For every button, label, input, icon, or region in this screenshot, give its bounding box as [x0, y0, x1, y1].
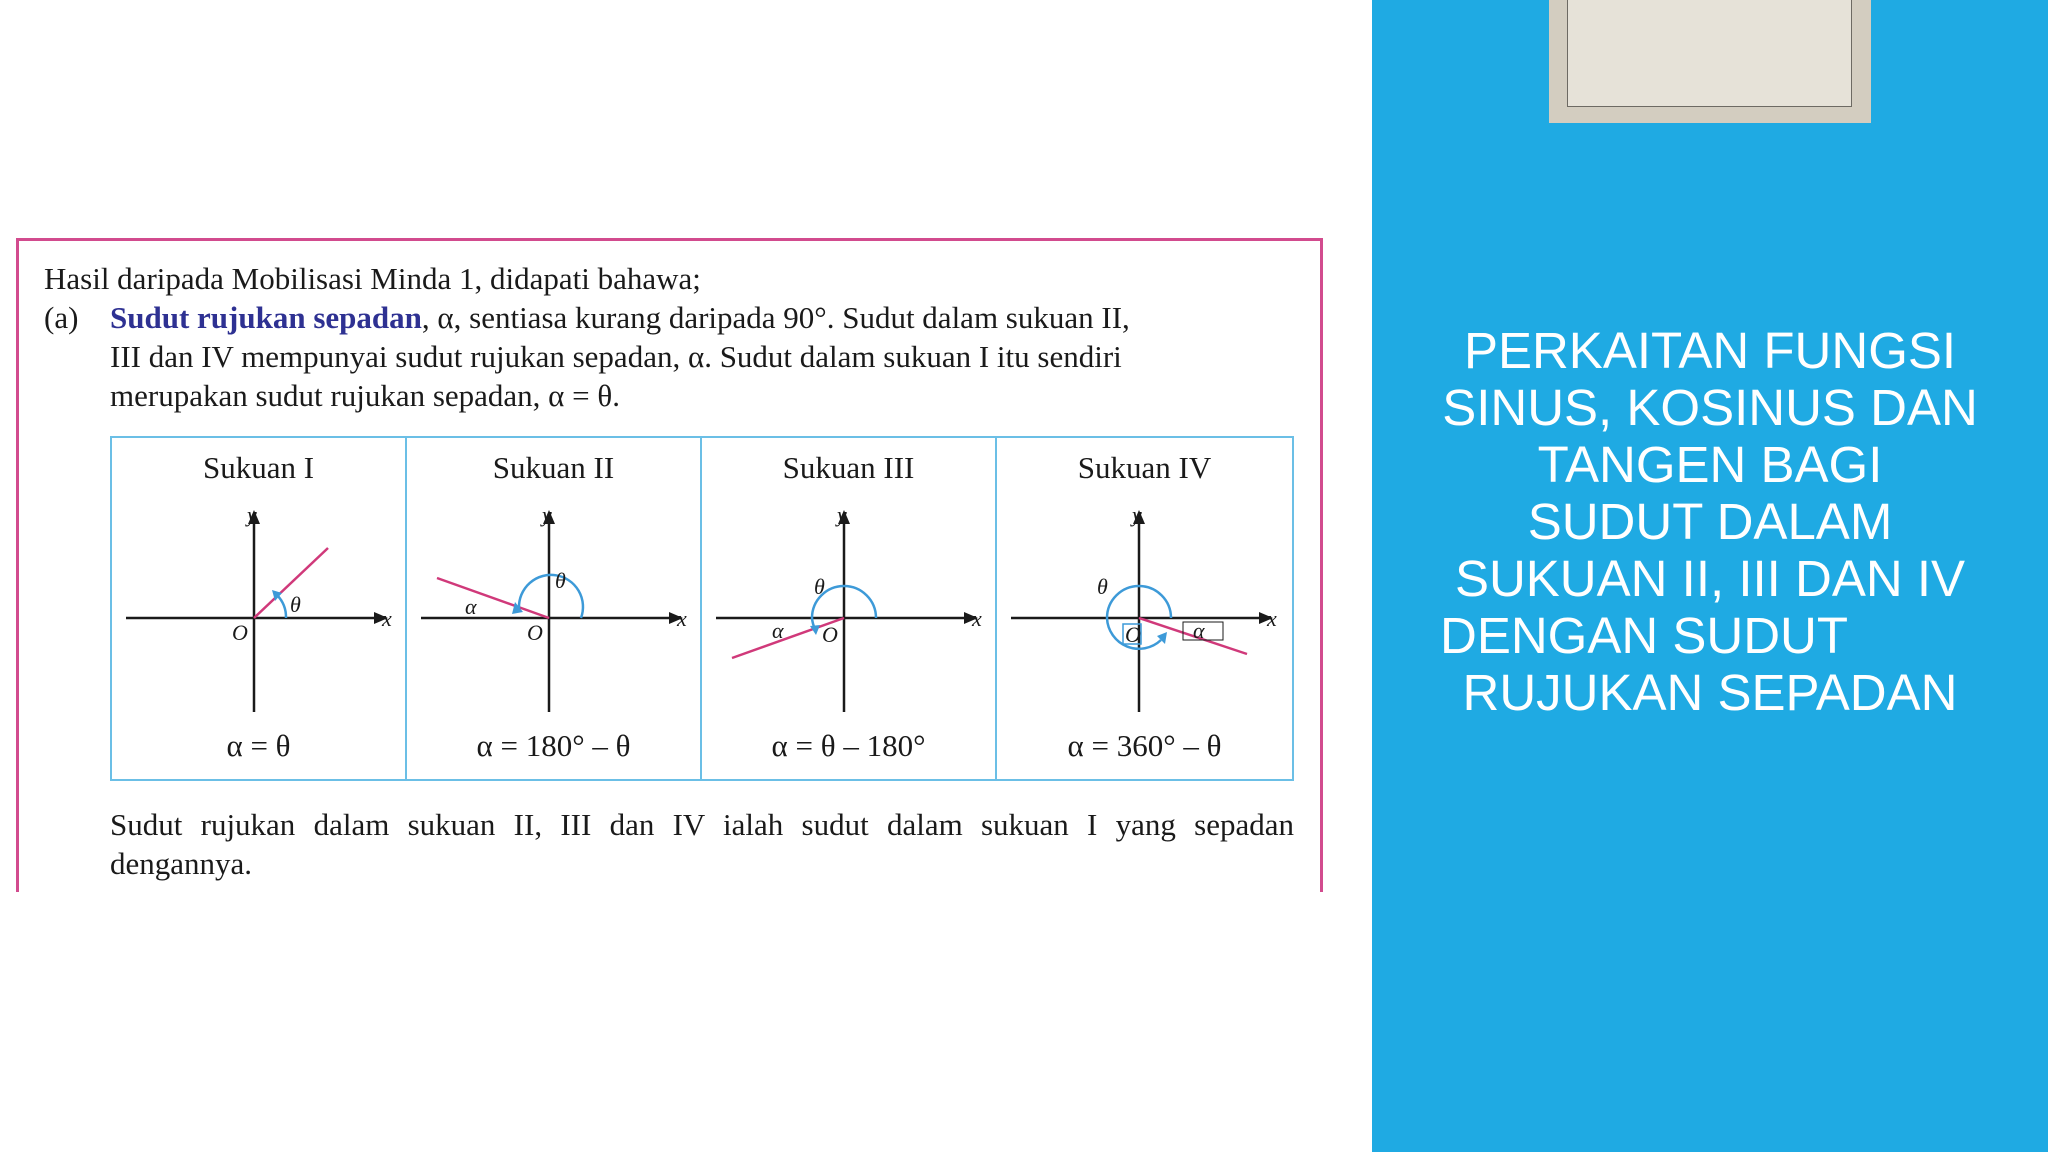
quadrant-table	[110, 436, 1294, 781]
theta-label: θ	[1097, 574, 1108, 599]
origin-label: O	[232, 620, 248, 645]
origin-label: O	[527, 620, 543, 645]
slide-title-line: PERKAITAN FUNGSI	[1463, 322, 1957, 379]
x-axis-label: x	[972, 606, 982, 631]
quadrant-2-diagram	[407, 498, 702, 718]
quadrant-title: Sukuan IV	[1077, 450, 1212, 485]
term-sudut-rujukan-sepadan: Sudut rujukan sepadan	[110, 300, 422, 335]
quadrant-1-diagram	[112, 498, 407, 718]
item-a-line1	[110, 300, 1130, 336]
quadrant-3-diagram	[702, 498, 997, 718]
quadrant-cell-1	[112, 438, 407, 779]
quadrant-formula: α = 180° – θ	[476, 728, 631, 763]
quadrant-cell-4	[997, 438, 1292, 779]
slide-title	[1440, 322, 1980, 721]
conclusion-line1: Sudut rujukan dalam sukuan II, III dan IV ialah sudut dalam sukuan I yang sepadan	[110, 807, 1294, 842]
slide-title-line: SUKUAN II, III DAN IV	[1454, 550, 1966, 607]
quadrant-4-diagram	[997, 498, 1292, 718]
quadrant-title: Sukuan II	[492, 450, 615, 485]
y-axis-label: y	[1132, 502, 1142, 527]
x-axis-label: x	[1267, 606, 1277, 631]
slide-title-line: SUDUT DALAM	[1527, 493, 1893, 550]
theta-label: θ	[814, 574, 825, 599]
quadrant-formula: α = θ	[226, 728, 291, 763]
intro-text: Hasil daripada Mobilisasi Minda 1, didapati bahawa;	[44, 261, 701, 296]
placeholder-tab-inner	[1567, 0, 1852, 107]
slide-title-line: TANGEN BAGI	[1537, 436, 1883, 493]
item-a-line1-rest: , α, sentiasa kurang daripada 90°. Sudut dalam sukuan II,	[421, 300, 1130, 335]
theta-label: θ	[555, 568, 566, 593]
origin-label: O	[822, 622, 838, 647]
quadrant-title: Sukuan III	[782, 450, 915, 485]
conclusion-line2: dengannya.	[110, 846, 253, 881]
item-a-marker: (a)	[44, 300, 79, 335]
quadrant-cell-2	[407, 438, 702, 779]
item-a-line3: merupakan sudut rujukan sepadan, α = θ.	[110, 378, 621, 413]
slide-title-line: DENGAN SUDUT	[1440, 607, 1849, 664]
quadrant-formula: α = 360° – θ	[1067, 728, 1222, 763]
alpha-label: α	[772, 618, 784, 643]
origin-label: O	[1125, 622, 1141, 647]
alpha-label: α	[1193, 618, 1205, 643]
alpha-label: α	[465, 594, 477, 619]
slide-title-line: SINUS, KOSINUS DAN	[1442, 379, 1978, 436]
x-axis-label: x	[382, 606, 392, 631]
slide-title-line: RUJUKAN SEPADAN	[1462, 664, 1958, 721]
quadrant-cell-3	[702, 438, 997, 779]
theta-label: θ	[290, 592, 301, 617]
quadrant-title: Sukuan I	[202, 450, 315, 485]
y-axis-label: y	[247, 502, 257, 527]
y-axis-label: y	[837, 502, 847, 527]
quadrant-formula: α = θ – 180°	[771, 728, 926, 763]
y-axis-label: y	[542, 502, 552, 527]
item-a-line2: III dan IV mempunyai sudut rujukan sepadan, α. Sudut dalam sukuan I itu sendiri	[110, 339, 1122, 374]
x-axis-label: x	[677, 606, 687, 631]
